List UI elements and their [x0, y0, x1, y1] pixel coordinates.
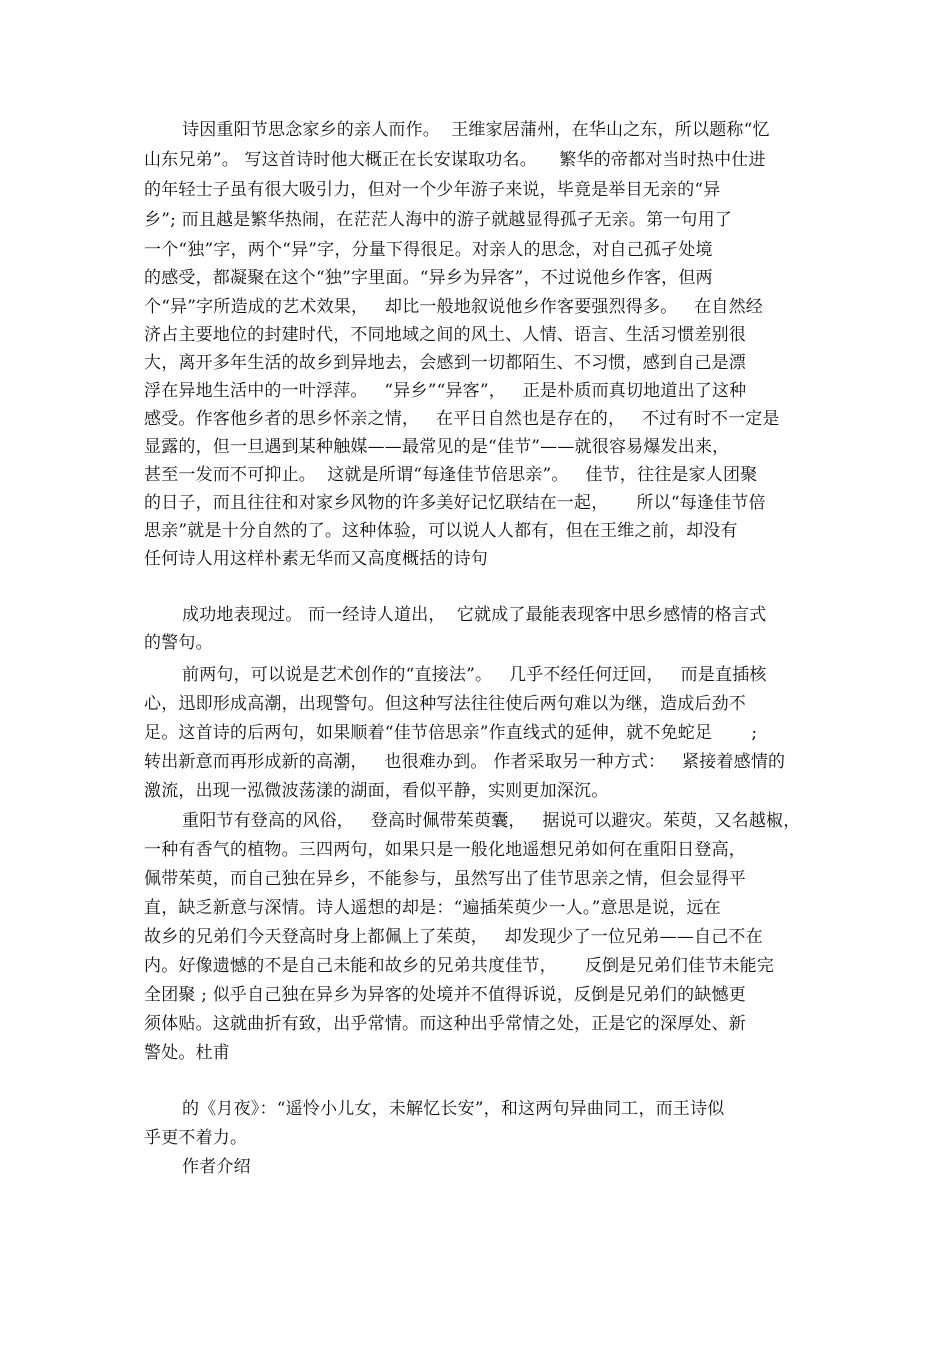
text-line: 须体贴。这就曲折有致，出乎常情。而这种出乎常情之处，正是它的深厚处、新 [144, 1014, 746, 1034]
text-line: 思亲”就是十分自然的了。这种体验，可以说人人都有，但在王维之前，却没有 [144, 521, 738, 541]
text-line: 济占主要地位的封建时代，不同地域之间的风土、人情、语言、生活习惯差别很 [144, 325, 746, 345]
text-line: 重阳节有登高的风俗， 登高时佩带茱萸囊， 据说可以避灾。茱萸，又名越椒， [182, 811, 801, 831]
text-line: 佩带茱萸，而自己独在异乡，不能参与，虽然写出了佳节思亲之情，但会显得平 [144, 869, 746, 889]
text-line: 甚至一发而不可抑止。 这就是所谓“每逢佳节倍思亲”。 佳节，往往是家人团聚 [144, 465, 758, 485]
text-line: 心，迅即形成高潮，出现警句。但这种写法往往使后两句难以为继，造成后劲不 [144, 694, 746, 714]
text-line: 直，缺乏新意与深情。诗人遥想的却是：“遍插茱萸少一人。”意思是说，远在 [144, 898, 721, 918]
text-line: 一种有香气的植物。三四两句，如果只是一般化地遥想兄弟如何在重阳日登高， [144, 840, 746, 860]
text-line: 浮在异地生活中的一叶浮萍。 “异乡”“异客”， 正是朴质而真切地道出了这种 [144, 381, 747, 401]
text-line: 前两句，可以说是艺术创作的“直接法”。 几乎不经任何迂回， 而是直插核 [182, 665, 767, 685]
text-line: 成功地表现过。 而一经诗人道出， 它就成了最能表现客中思乡感情的格言式 [182, 605, 767, 625]
text-line: 内。好像遗憾的不是自己未能和故乡的兄弟共度佳节， 反倒是兄弟们佳节未能完 [144, 956, 775, 976]
text-line: 大，离开多年生活的故乡到异地去，会感到一切都陌生、不习惯，感到自己是漂 [144, 353, 746, 373]
text-line: 转出新意而再形成新的高潮， 也很难办到。 作者采取另一种方式： 紧接着感情的 [144, 752, 786, 772]
text-line: 警处。杜甫 [144, 1043, 230, 1063]
text-line: 的日子，而且往往和对家乡风物的许多美好记忆联结在一起， 所以“每逢佳节倍 [144, 493, 766, 513]
text-line: 个“异”字所造成的艺术效果， 却比一般地叙说他乡作客要强烈得多。 在自然经 [144, 297, 764, 317]
text-line: 乎更不着力。 [144, 1128, 248, 1148]
text-line: 乡”; 而且越是繁华热闹，在茫茫人海中的游子就越显得孤孑无亲。第一句用了 [144, 210, 733, 230]
text-line: 显露的，但一旦遇到某种触媒——最常见的是“佳节”——就很容易爆发出来， [144, 437, 730, 457]
text-line: 一个“独”字，两个“异”字，分量下得很足。对亲人的思念，对自己孤孑处境 [144, 240, 713, 260]
text-line: 任何诗人用这样朴素无华而又高度概括的诗句 [144, 549, 488, 569]
text-line: 故乡的兄弟们今天登高时身上都佩上了茱萸， 却发现少了一位兄弟——自己不在 [144, 927, 763, 947]
text-line: 的《月夜》：“遥怜小儿女，未解忆长安”，和这两句异曲同工，而王诗似 [182, 1099, 725, 1119]
text-line: 山东兄弟”。 写这首诗时他大概正在长安谋取功名。 繁华的帝都对当时热中仕进 [144, 150, 766, 170]
text-line: 诗因重阳节思念家乡的亲人而作。 王维家居蒲州，在华山之东，所以题称“忆 [182, 120, 770, 140]
text-line: 的警句。 [144, 633, 213, 653]
text-line: 激流，出现一泓微波荡漾的湖面，看似平静，实则更加深沉。 [144, 781, 609, 801]
text-line: 的感受，都凝聚在这个“独”字里面。“异乡为异客”，不过说他乡作客，但两 [144, 268, 713, 288]
text-line: 的年轻士子虽有很大吸引力，但对一个少年游子来说，毕竟是举目无亲的“异 [144, 180, 721, 200]
text-line: 足。这首诗的后两句，如果顺着“佳节倍思亲”作直线式的延伸，就不免蛇足 ; [144, 723, 758, 743]
text-line: 全团聚 ; 似乎自己独在异乡为异客的处境并不值得诉说，反倒是兄弟们的缺憾更 [144, 985, 746, 1005]
section-heading: 作者介绍 [182, 1157, 251, 1177]
text-line: 感受。作客他乡者的思乡怀亲之情， 在平日自然也是存在的， 不过有时不一定是 [144, 409, 780, 429]
